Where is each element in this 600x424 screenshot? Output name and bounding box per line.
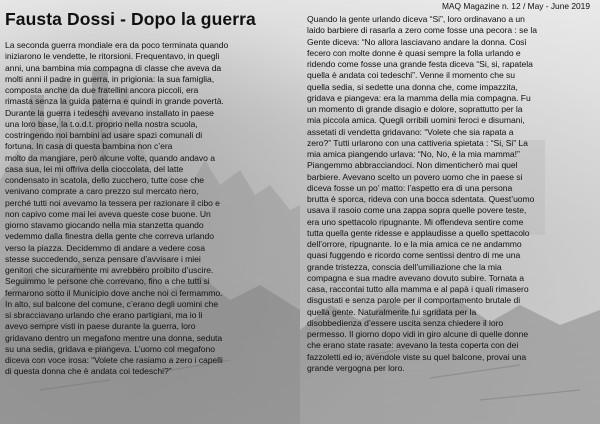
body-line: genitori che sicuramente mi avrebbero proibito d’uscire. <box>5 265 214 275</box>
body-line: anni, una bambina mia compagna di classe che aveva da <box>5 62 222 73</box>
body-line: mia amica piangendo urlava: “No, No, è la mia mamma!” <box>307 149 520 159</box>
body-line: Gente diceva: “No allora lasciavano andare la donna. Così <box>307 36 527 47</box>
body-line: mia piccola amica. Quegli orribili uomini feroci e disumani, <box>307 115 525 126</box>
body-line: permesso. Il giorno dopo vidi in giro alcune di quelle donne <box>307 329 529 339</box>
body-line: rimasta senza la guida paterna e quindi in grande povertà. <box>5 96 224 107</box>
body-line: grande vergogna per loro. <box>307 362 405 373</box>
body-line: Durante la guerra i tedeschi avevano installato in paese <box>5 107 214 118</box>
body-line: dell’orrore, ripugnante. Io e la mia amica ce ne andammo <box>307 239 522 249</box>
body-line: composta anche da due fratellini ancora piccoli, era <box>5 85 199 95</box>
body-line: avevo sempre visti in paese durante la guerra, loro <box>5 321 196 332</box>
body-line: fecero con molte donne è quasi sempre la folla urlando e <box>307 47 521 58</box>
body-line: tutta quella gente ridesse e applaudisse a quello spettacolo <box>307 227 530 238</box>
body-line: disgustati e senza parole per il comportamento brutale di <box>307 295 521 306</box>
body-line: fermarono sotto il Municipio dove anche noi ci fermammo. <box>5 287 223 298</box>
body-line: che erano state rasate: avevano la testa coperta con dei <box>307 340 519 351</box>
body-line: di questa donna che è andata coi tedeschi?” <box>5 366 172 377</box>
article-body-left-column <box>5 0 302 424</box>
body-line: costringendo noi bambini ad usare spazi comunali di <box>5 130 203 140</box>
body-line: gridavano dentro un megafono mentre una donna, seduta <box>5 332 223 343</box>
body-line: In alto, sul balcone del comune, c’erano degli uomini che <box>5 298 219 309</box>
body-line: casa, raccontai tutto alla mamma e al papà i quali rimasero <box>307 284 529 294</box>
body-line: Seguimmo le persone che correvano, fino a che tutti si <box>5 276 210 287</box>
body-line: era uno spettacolo ripugnante. Mi offendeva sentire come <box>307 216 524 227</box>
body-line: quella è andata coi tedeschi”. Venne il momento che su <box>307 70 515 81</box>
body-line: molti anni il padre in guerra, in prigionia: la sua famiglia, <box>5 73 215 84</box>
body-line: Quando la gente urlando diceva “Si”, loro ordinavano a un <box>307 14 525 24</box>
article-body-right-column <box>307 0 596 424</box>
body-line: zero?” Tutti urlarono con una cattiveria spietata : “Si, Si” La <box>307 137 528 148</box>
body-line: quasi fuggendo e ricordo come sentissi dentro di me una <box>307 250 521 261</box>
body-line: La seconda guerra mondiale era da poco terminata quando <box>5 40 229 50</box>
body-line: ridendo come fosse una grande festa diceva “Si, si, rapatela <box>307 59 533 69</box>
body-line: compagna e sua madre avevano dovuto subire. Tornata a <box>307 272 524 283</box>
body-line: quella gente. Naturalmente fui sgridata per la <box>307 306 477 317</box>
body-line: su una sedia, gridava e piangeva. L’uomo col megafono <box>5 343 215 354</box>
body-line: non capivo come mai lei aveva queste cose buone. Un <box>5 208 211 219</box>
body-line: si sbracciavano urlando che erano partigiani, ma io li <box>5 310 203 320</box>
magazine-issue-label: MAQ Magazine n. 12 / May - June 2019 <box>441 1 590 11</box>
body-line: fortuna. In casa di questa bambina non c’era <box>5 141 173 152</box>
body-line: diceva con voce irosa: “Volete che rasiamo a zero i capelli <box>5 355 223 365</box>
body-line: fazzoletti ed io, avendole viste su quel balcone, provai una <box>307 351 527 362</box>
body-line: verso la piazza. Decidemmo di andare a vedere cosa <box>5 242 206 253</box>
body-line: barbiere. Avevano scelto un povero uomo che in paese si <box>307 171 523 182</box>
body-line: quella sedia, si sedette una donna che, come impazzita, <box>307 81 518 92</box>
body-line: diceva fosse un po’ matto: l’aspetto era di una persona <box>307 182 513 193</box>
article-title: Fausta Dossi - Dopo la guerra <box>5 9 256 29</box>
body-line: giorno stavamo giocando nella mia stanzetta quando <box>5 220 204 230</box>
body-line: condensato in scatola, dello zucchero, tutte cose che <box>5 175 204 185</box>
body-line: venivano comprate a caro prezzo sul mercato nero, <box>5 186 199 197</box>
body-line: assetati di vendetta gridavano: “Volete che sia rapata a <box>307 126 514 137</box>
body-line: un momento di grande disagio e dolore, soprattutto per la <box>307 104 523 114</box>
body-line: molto da mangiare, però alcune volte, quando andavo a <box>5 152 215 163</box>
body-line: Piangemmo abbracciandoci. Non dimenticherò mai quel <box>307 160 518 171</box>
body-line: disobbedienza d’essere uscita senza chiedere il loro <box>307 317 504 328</box>
body-line: gridava e piangeva: era la mamma della mia compagna. Fu <box>307 92 531 103</box>
body-line: stesse succedendo, senza pensare d’avvisare i miei <box>5 253 201 264</box>
body-line: grande tristezza, conscia dell’umiliazione che la mia <box>307 261 502 272</box>
body-line: casa sua, lei mi offriva della cioccolata, del latte <box>5 163 184 174</box>
body-line: iniziarono le vendette, le ritorsioni. Frequentavo, in quegli <box>5 51 220 62</box>
body-line: brutta è sporca, rideva con una bocca sdentata. Quest’uomo <box>307 194 535 204</box>
body-line: laido barbiere di rasarla a zero come fosse una pecora : se la <box>307 25 538 36</box>
body-line: vedemmo dalla finestra della gente che correva urlando <box>5 231 214 242</box>
body-line: una loro base, la t.o.d.t. proprio nella nostra scuola, <box>5 118 198 129</box>
body-line: perché tutti noi avevamo la tessera per razionare il cibo e <box>5 197 220 208</box>
body-line: usava il rasoio come una zappa sopra quelle povere teste, <box>307 205 527 216</box>
